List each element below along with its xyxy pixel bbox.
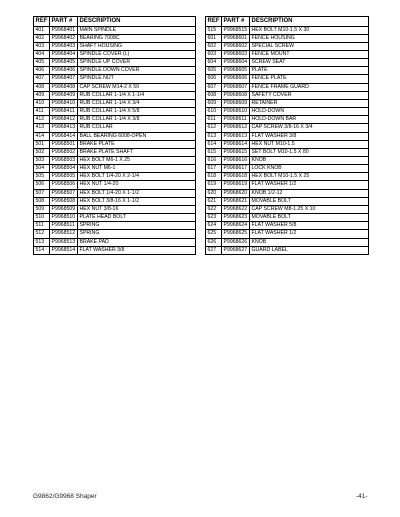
part-number-cell: P9968616 bbox=[222, 157, 250, 165]
table-row bbox=[206, 189, 369, 197]
part-number-cell: P9968626 bbox=[222, 238, 250, 246]
ref-cell: 413 bbox=[34, 124, 50, 132]
ref-cell: 401 bbox=[34, 26, 50, 34]
description-cell: BRAKE PAD bbox=[78, 238, 196, 246]
table-row bbox=[206, 246, 369, 254]
description-cell: RUB COLLAR bbox=[78, 124, 196, 132]
part-number-cell: P9968619 bbox=[222, 181, 250, 189]
part-number-cell: P9968623 bbox=[222, 214, 250, 222]
description-cell: FLAT WASHER 1/2 bbox=[250, 181, 369, 189]
table-header-row bbox=[34, 17, 196, 27]
ref-cell: 513 bbox=[34, 238, 50, 246]
ref-cell: 405 bbox=[34, 59, 50, 67]
ref-cell: 410 bbox=[34, 99, 50, 107]
part-number-cell: P9968601 bbox=[222, 34, 250, 42]
part-number-cell: P9968609 bbox=[222, 99, 250, 107]
part-column-header: PART # bbox=[50, 17, 78, 27]
part-number-cell: P9968411 bbox=[50, 108, 78, 116]
description-cell: HEX BOLT 3/8-16 X 1-1/2 bbox=[78, 197, 196, 205]
ref-cell: 615 bbox=[206, 148, 222, 156]
ref-cell: 509 bbox=[34, 205, 50, 213]
ref-cell: 609 bbox=[206, 99, 222, 107]
table-row bbox=[34, 108, 196, 116]
part-number-cell: P9968413 bbox=[50, 124, 78, 132]
ref-cell: 409 bbox=[34, 91, 50, 99]
table-row bbox=[34, 26, 196, 34]
table-row bbox=[206, 173, 369, 181]
ref-cell: 507 bbox=[34, 189, 50, 197]
parts-table-left bbox=[33, 16, 196, 255]
table-row bbox=[34, 222, 196, 230]
ref-column-header: REF bbox=[34, 17, 50, 27]
description-cell: FENCE PLATE bbox=[250, 75, 369, 83]
description-cell: RUB COLLAR 1-1/4 X 1-1/4 bbox=[78, 91, 196, 99]
ref-cell: 605 bbox=[206, 67, 222, 75]
ref-cell: 603 bbox=[206, 50, 222, 58]
description-cell: SPRING bbox=[78, 230, 196, 238]
part-number-cell: P9968406 bbox=[50, 67, 78, 75]
table-row bbox=[206, 42, 369, 50]
description-cell: MOVABLE BOLT bbox=[250, 214, 369, 222]
description-cell: CAP SCREW M14-2 X 50 bbox=[78, 83, 196, 91]
ref-cell: 412 bbox=[34, 116, 50, 124]
table-row bbox=[34, 173, 196, 181]
ref-cell: 512 bbox=[34, 230, 50, 238]
description-cell: MOVABLE BOLT bbox=[250, 197, 369, 205]
table-row bbox=[206, 91, 369, 99]
description-cell: LOCK KNOB bbox=[250, 165, 369, 173]
description-cell: HEX BOLT 1/4-20 X 2-1/4 bbox=[78, 173, 196, 181]
table-row bbox=[34, 230, 196, 238]
part-number-cell: P9968615 bbox=[222, 148, 250, 156]
description-cell: SCREW SEAT bbox=[250, 59, 369, 67]
table-row bbox=[34, 67, 196, 75]
part-number-cell: P9968504 bbox=[50, 165, 78, 173]
description-cell: SPINDLE COVER (L) bbox=[78, 50, 196, 58]
table-row bbox=[34, 132, 196, 140]
description-cell: RUB COLLAR 1-1/4 X 3/4 bbox=[78, 99, 196, 107]
ref-cell: 515 bbox=[206, 26, 222, 34]
ref-cell: 510 bbox=[34, 214, 50, 222]
description-cell: MAIN SPINDLE bbox=[78, 26, 196, 34]
part-number-cell: P9968608 bbox=[222, 91, 250, 99]
ref-cell: 501 bbox=[34, 140, 50, 148]
table-row bbox=[34, 165, 196, 173]
footer-page-number: -41- bbox=[356, 493, 368, 500]
description-cell: FLAT WASHER 3/8 bbox=[78, 246, 196, 254]
table-row bbox=[34, 116, 196, 124]
table-row bbox=[206, 197, 369, 205]
description-cell: HEX NUT 3/8-16 bbox=[78, 205, 196, 213]
part-number-cell: P9968618 bbox=[222, 173, 250, 181]
table-row bbox=[34, 140, 196, 148]
ref-cell: 618 bbox=[206, 173, 222, 181]
description-cell: GUARD LABEL bbox=[250, 246, 369, 254]
table-row bbox=[206, 99, 369, 107]
table-row bbox=[34, 148, 196, 156]
part-number-cell: P9968508 bbox=[50, 197, 78, 205]
description-column-header: DESCRIPTION bbox=[78, 17, 196, 27]
description-cell: KNOB 1/2-12 bbox=[250, 189, 369, 197]
description-cell: HEX BOLT 1/4-20 X 1-1/2 bbox=[78, 189, 196, 197]
table-row bbox=[34, 124, 196, 132]
table-row bbox=[34, 246, 196, 254]
description-cell: FENCE MOUNT bbox=[250, 50, 369, 58]
part-number-cell: P9968607 bbox=[222, 83, 250, 91]
description-cell: SHAFT HOUSING bbox=[78, 42, 196, 50]
table-row bbox=[206, 157, 369, 165]
ref-cell: 506 bbox=[34, 181, 50, 189]
description-cell: PLATE bbox=[250, 67, 369, 75]
description-cell: BALL BEARING 6008-OPEN bbox=[78, 132, 196, 140]
description-cell: SPECIAL SCREW bbox=[250, 42, 369, 50]
table-row bbox=[206, 116, 369, 124]
ref-cell: 610 bbox=[206, 108, 222, 116]
part-number-cell: P9968624 bbox=[222, 222, 250, 230]
ref-cell: 602 bbox=[206, 42, 222, 50]
part-number-cell: P9968401 bbox=[50, 26, 78, 34]
part-number-cell: P9968407 bbox=[50, 75, 78, 83]
table-row bbox=[34, 50, 196, 58]
description-cell: BEARING 7008C bbox=[78, 34, 196, 42]
ref-cell: 625 bbox=[206, 230, 222, 238]
table-row bbox=[206, 59, 369, 67]
ref-cell: 626 bbox=[206, 238, 222, 246]
part-number-cell: P9968405 bbox=[50, 59, 78, 67]
part-number-cell: P9968409 bbox=[50, 91, 78, 99]
part-number-cell: P9968620 bbox=[222, 189, 250, 197]
table-row bbox=[34, 42, 196, 50]
part-number-cell: P9968610 bbox=[222, 108, 250, 116]
part-number-cell: P9968627 bbox=[222, 246, 250, 254]
description-cell: SET BOLT M10-1.5 X 80 bbox=[250, 148, 369, 156]
part-number-cell: P9968403 bbox=[50, 42, 78, 50]
ref-cell: 619 bbox=[206, 181, 222, 189]
ref-cell: 601 bbox=[206, 34, 222, 42]
part-number-cell: P9968603 bbox=[222, 50, 250, 58]
description-cell: BRAKE PLATE SHAFT bbox=[78, 148, 196, 156]
part-number-cell: P9968414 bbox=[50, 132, 78, 140]
ref-cell: 622 bbox=[206, 205, 222, 213]
table-row bbox=[206, 26, 369, 34]
table-row bbox=[206, 238, 369, 246]
description-cell: SPINDLE DOWN COVER bbox=[78, 67, 196, 75]
ref-cell: 403 bbox=[34, 42, 50, 50]
ref-cell: 408 bbox=[34, 83, 50, 91]
table-row bbox=[206, 124, 369, 132]
description-cell: RUB COLLAR 1-1/4 X 3/8 bbox=[78, 116, 196, 124]
table-row bbox=[206, 67, 369, 75]
ref-cell: 502 bbox=[34, 148, 50, 156]
part-number-cell: P9968512 bbox=[50, 230, 78, 238]
description-cell: HEX BOLT M10-1.5 X 25 bbox=[250, 173, 369, 181]
part-number-cell: P9968502 bbox=[50, 148, 78, 156]
ref-cell: 617 bbox=[206, 165, 222, 173]
part-number-cell: P9968501 bbox=[50, 140, 78, 148]
part-number-cell: P9968404 bbox=[50, 50, 78, 58]
description-cell: RETAINER bbox=[250, 99, 369, 107]
description-cell: HOLD-DOWN bbox=[250, 108, 369, 116]
description-cell: HOLD-DOWN BAR bbox=[250, 116, 369, 124]
ref-cell: 616 bbox=[206, 157, 222, 165]
ref-cell: 411 bbox=[34, 108, 50, 116]
table-row bbox=[206, 83, 369, 91]
ref-cell: 604 bbox=[206, 59, 222, 67]
part-number-cell: P9968613 bbox=[222, 132, 250, 140]
part-number-cell: P9968605 bbox=[222, 67, 250, 75]
description-cell: FENCE FRAME GUARD bbox=[250, 83, 369, 91]
part-number-cell: P9968612 bbox=[222, 124, 250, 132]
table-header-row bbox=[206, 17, 369, 27]
table-row bbox=[206, 132, 369, 140]
parts-table-right bbox=[205, 16, 369, 255]
ref-cell: 607 bbox=[206, 83, 222, 91]
table-row bbox=[206, 205, 369, 213]
table-row bbox=[34, 189, 196, 197]
description-cell: SPRING bbox=[78, 222, 196, 230]
table-row bbox=[34, 238, 196, 246]
table-row bbox=[206, 230, 369, 238]
ref-cell: 407 bbox=[34, 75, 50, 83]
ref-cell: 623 bbox=[206, 214, 222, 222]
part-number-cell: P9968614 bbox=[222, 140, 250, 148]
description-cell: FLAT WASHER 5/8 bbox=[250, 222, 369, 230]
description-cell: SAFETY COVER bbox=[250, 91, 369, 99]
table-row bbox=[34, 75, 196, 83]
table-row bbox=[34, 214, 196, 222]
description-cell: HEX NUT M6-1 bbox=[78, 165, 196, 173]
part-number-cell: P9968511 bbox=[50, 222, 78, 230]
table-row bbox=[206, 140, 369, 148]
description-cell: HEX BOLT M6-1 X 25 bbox=[78, 157, 196, 165]
ref-cell: 606 bbox=[206, 75, 222, 83]
table-row bbox=[206, 181, 369, 189]
table-row bbox=[34, 83, 196, 91]
ref-cell: 624 bbox=[206, 222, 222, 230]
table-row bbox=[206, 165, 369, 173]
table-row bbox=[34, 197, 196, 205]
part-number-cell: P9968509 bbox=[50, 205, 78, 213]
part-number-cell: P9968503 bbox=[50, 157, 78, 165]
part-number-cell: P9968602 bbox=[222, 42, 250, 50]
table-row bbox=[206, 148, 369, 156]
description-cell: CAP SCREW 3/8-16 X 3/4 bbox=[250, 124, 369, 132]
part-number-cell: P9968510 bbox=[50, 214, 78, 222]
ref-cell: 404 bbox=[34, 50, 50, 58]
ref-cell: 621 bbox=[206, 197, 222, 205]
footer-manual-title: G9862/G9968 Shaper bbox=[33, 493, 97, 500]
part-number-cell: P9968412 bbox=[50, 116, 78, 124]
ref-cell: 505 bbox=[34, 173, 50, 181]
description-cell: RUB COLLAR 1-1/4 X 5/8 bbox=[78, 108, 196, 116]
part-number-cell: P9968505 bbox=[50, 173, 78, 181]
part-number-cell: P9968625 bbox=[222, 230, 250, 238]
part-number-cell: P9968410 bbox=[50, 99, 78, 107]
part-number-cell: P9968611 bbox=[222, 116, 250, 124]
ref-cell: 612 bbox=[206, 124, 222, 132]
table-row bbox=[206, 214, 369, 222]
table-row bbox=[206, 34, 369, 42]
table-row bbox=[206, 50, 369, 58]
description-cell: CAP SCREW M8-1.25 X 10 bbox=[250, 205, 369, 213]
part-number-cell: P9968514 bbox=[50, 246, 78, 254]
table-row bbox=[206, 222, 369, 230]
table-row bbox=[34, 59, 196, 67]
part-number-cell: P9968506 bbox=[50, 181, 78, 189]
table-row bbox=[34, 99, 196, 107]
table-row bbox=[206, 108, 369, 116]
ref-column-header: REF bbox=[206, 17, 222, 27]
part-number-cell: P9968515 bbox=[222, 26, 250, 34]
ref-cell: 508 bbox=[34, 197, 50, 205]
ref-cell: 620 bbox=[206, 189, 222, 197]
description-cell: HEX BOLT M10-1.5 X 30 bbox=[250, 26, 369, 34]
table-row bbox=[206, 75, 369, 83]
description-cell: FENCE HOUSING bbox=[250, 34, 369, 42]
ref-cell: 406 bbox=[34, 67, 50, 75]
ref-cell: 627 bbox=[206, 246, 222, 254]
ref-cell: 511 bbox=[34, 222, 50, 230]
ref-cell: 611 bbox=[206, 116, 222, 124]
ref-cell: 614 bbox=[206, 140, 222, 148]
part-column-header: PART # bbox=[222, 17, 250, 27]
part-number-cell: P9968621 bbox=[222, 197, 250, 205]
part-number-cell: P9968604 bbox=[222, 59, 250, 67]
ref-cell: 402 bbox=[34, 34, 50, 42]
description-cell: PLATE HEAD BOLT bbox=[78, 214, 196, 222]
description-cell: FLAT WASHER 3/8 bbox=[250, 132, 369, 140]
table-row bbox=[34, 34, 196, 42]
ref-cell: 613 bbox=[206, 132, 222, 140]
ref-cell: 414 bbox=[34, 132, 50, 140]
table-row bbox=[34, 181, 196, 189]
description-cell: KNOB bbox=[250, 238, 369, 246]
ref-cell: 504 bbox=[34, 165, 50, 173]
table-row bbox=[34, 91, 196, 99]
description-cell: SPINDLE UP COVER bbox=[78, 59, 196, 67]
part-number-cell: P9968408 bbox=[50, 83, 78, 91]
description-cell: FLAT WASHER 1/2 bbox=[250, 230, 369, 238]
part-number-cell: P9968606 bbox=[222, 75, 250, 83]
part-number-cell: P9968622 bbox=[222, 205, 250, 213]
part-number-cell: P9968617 bbox=[222, 165, 250, 173]
description-cell: KNOB bbox=[250, 157, 369, 165]
description-cell: HEX NUT M10-1.5 bbox=[250, 140, 369, 148]
part-number-cell: P9968402 bbox=[50, 34, 78, 42]
table-row bbox=[34, 157, 196, 165]
description-cell: BRAKE PLATE bbox=[78, 140, 196, 148]
part-number-cell: P9968507 bbox=[50, 189, 78, 197]
description-cell: HEX NUT 1/4-20 bbox=[78, 181, 196, 189]
ref-cell: 608 bbox=[206, 91, 222, 99]
ref-cell: 514 bbox=[34, 246, 50, 254]
description-column-header: DESCRIPTION bbox=[250, 17, 369, 27]
part-number-cell: P9968513 bbox=[50, 238, 78, 246]
description-cell: SPINDLE NUT bbox=[78, 75, 196, 83]
table-row bbox=[34, 205, 196, 213]
ref-cell: 503 bbox=[34, 157, 50, 165]
